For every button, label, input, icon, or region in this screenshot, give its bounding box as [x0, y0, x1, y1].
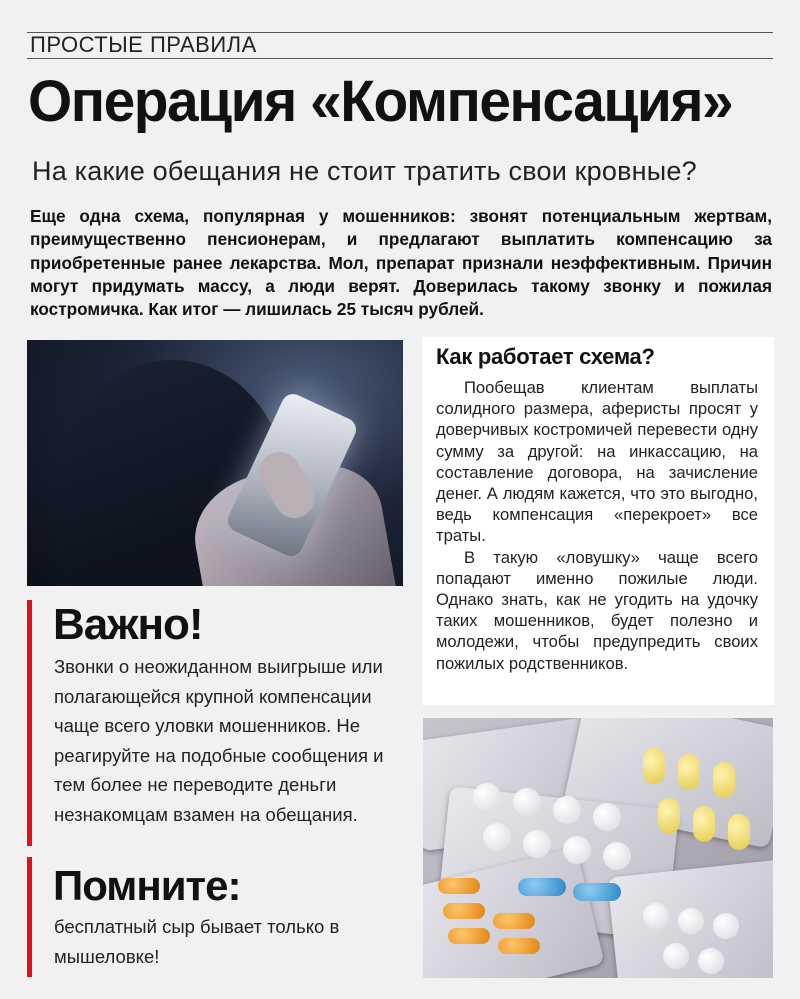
blue-capsule	[573, 883, 621, 901]
important-text: Звонки о неожиданном выигрыше или полагающейся крупной компенсации чаще всего уловки мошенников. Не реагируйте на подобные сообщения и тем более не переводите деньги незнакомцам взамен на обещания.	[54, 656, 384, 825]
white-pill	[713, 913, 739, 939]
scheme-title: Как работает схема?	[436, 344, 655, 369]
important-title: Важно!	[53, 600, 203, 649]
orange-capsule	[443, 903, 485, 919]
yellow-capsule	[693, 806, 715, 842]
scheme-paragraph-2: В такую «ловушку» чаще всего попадают именно пожилые люди. Однако знать, как не угодить на удочку таких мошенников, будет полезно и молодежи, чтобы предупредить своих пожилых родственников.	[436, 547, 758, 673]
white-pill	[603, 842, 631, 870]
headline: Операция «Компенсация»	[28, 69, 733, 134]
section-rule	[27, 58, 773, 59]
remember-title: Помните:	[53, 862, 241, 909]
white-pill	[483, 823, 511, 851]
lead-paragraph: Еще одна схема, популярная у мошенников: звонят потенциальным жертвам, преимущественно пенсионерам, и предлагают выплатить компенсацию за приобретенные ранее лекарства. Мол, препарат признали неэффективным. Причин могут придумать массу, а люди верят. Доверилась такому звонку и пожилая костромичка. Как итог — лишилась 25 тысяч рублей.	[30, 206, 772, 320]
white-pill	[523, 830, 551, 858]
orange-capsule	[438, 878, 480, 894]
white-pill	[513, 788, 541, 816]
important-accent-bar	[27, 600, 32, 846]
white-pill	[643, 903, 669, 929]
white-pill	[678, 908, 704, 934]
blue-capsule	[518, 878, 566, 896]
orange-capsule	[498, 938, 540, 954]
yellow-capsule	[713, 762, 735, 798]
remember-accent-bar	[27, 857, 32, 977]
pills-photo	[423, 718, 773, 978]
remember-text: бесплатный сыр бывает только в мышеловке!	[54, 916, 340, 967]
yellow-capsule	[643, 748, 665, 784]
white-pill	[563, 836, 591, 864]
white-pill	[698, 948, 724, 974]
white-pill	[553, 796, 581, 824]
scheme-paragraph-1: Пообещав клиентам выплаты солидного размера, аферисты просят у доверчивых костромичей перевести одну сумму за другой: на инкассацию, на составление договора, на зачисление денег. А людям кажется, что это выгодно, ведь компенсация «перекроет» все траты.	[436, 378, 758, 546]
subheadline: На какие обещания не стоит тратить свои кровные?	[32, 156, 697, 186]
scheme-body	[436, 377, 758, 674]
orange-capsule	[448, 928, 490, 944]
yellow-capsule	[728, 814, 750, 850]
yellow-capsule	[658, 798, 680, 834]
orange-capsule	[493, 913, 535, 929]
scheme-box	[422, 337, 774, 705]
white-pill	[473, 783, 501, 811]
yellow-capsule	[678, 754, 700, 790]
section-label: ПРОСТЫЕ ПРАВИЛА	[30, 32, 257, 57]
phone-scammer-photo	[27, 340, 403, 586]
white-pill	[593, 803, 621, 831]
white-pill	[663, 943, 689, 969]
